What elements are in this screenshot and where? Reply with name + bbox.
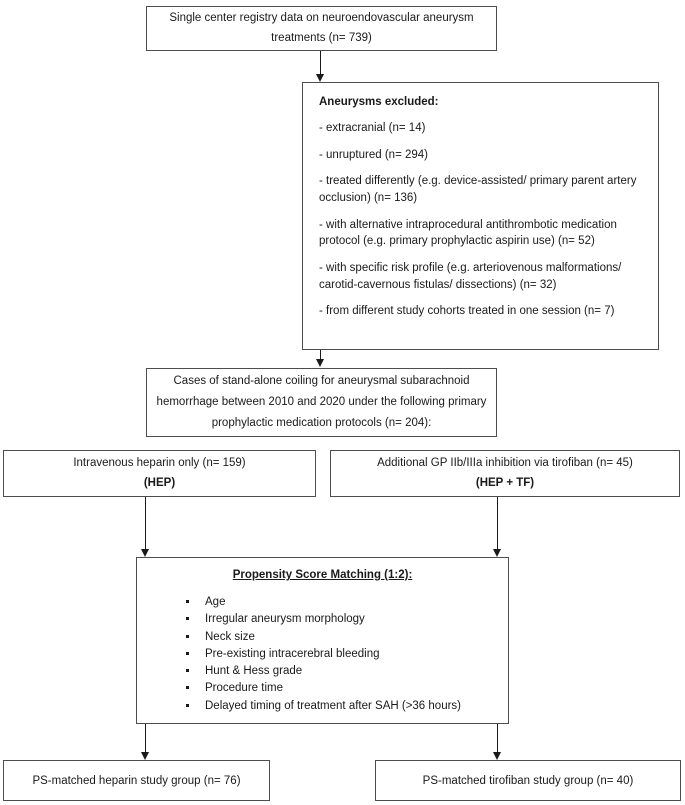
registry-text: Single center registry data on neuroendovascular aneurysm treatments (n= 739): [169, 11, 474, 44]
connector-psm-to-ps-tirofiban: [497, 724, 498, 753]
arrow-down-icon: [141, 549, 149, 557]
heparin-group-abbrev: (HEP): [143, 476, 176, 489]
arrow-down-icon: [141, 752, 149, 760]
psm-item: ▪ Irregular aneurysm morphology: [199, 611, 498, 628]
propensity-matching-list: [199, 594, 498, 715]
cohort-box: [146, 368, 497, 437]
connector-heptf-to-psm: [497, 497, 498, 550]
connector-psm-to-ps-heparin: [145, 724, 146, 753]
excluded-item: - from different study cohorts treated in one session (n= 7): [319, 305, 615, 318]
excluded-item: - with alternative intraprocedural antithrombotic medication protocol (e.g. primary prophylactic aspirin use) (n= 52): [319, 218, 617, 248]
excluded-item: - unruptured (n= 294): [319, 148, 428, 161]
ps-matched-tirofiban-text: PS-matched tirofiban study group (n= 40): [422, 774, 634, 787]
excluded-item: - extracranial (n= 14): [319, 122, 426, 134]
connector-hep-to-psm: [145, 497, 146, 550]
excluded-title: Aneurysms excluded:: [319, 96, 439, 108]
psm-item: ▪ Pre-existing intracerebral bleeding: [199, 646, 498, 663]
psm-item: ▪ Hunt & Hess grade: [199, 663, 498, 680]
arrow-down-icon: [316, 74, 324, 82]
tirofiban-group-abbrev: (HEP + TF): [475, 476, 535, 489]
arrow-down-icon: [493, 549, 501, 557]
propensity-matching-box: [136, 557, 509, 724]
excluded-box: [302, 82, 659, 350]
propensity-matching-title: Propensity Score Matching (1:2):: [232, 569, 413, 581]
connector-registry-to-excluded: [320, 51, 321, 75]
arrow-down-icon: [316, 359, 324, 367]
ps-matched-heparin-box: [3, 760, 270, 801]
heparin-group-box: [3, 450, 316, 497]
excluded-item: - with specific risk profile (e.g. arteriovenous malformations/ carotid-cavernous fistulas/ dissections) (n= 32): [319, 262, 622, 291]
heparin-group-text: Intravenous heparin only (n= 159): [73, 456, 246, 469]
cohort-text: Cases of stand-alone coiling for aneurysmal subarachnoid hemorrhage between 2010 and 2020 under the following primary prophylactic medication protocols (n= 204):: [156, 375, 487, 429]
tirofiban-group-text: Additional GP IIb/IIIa inhibition via tirofiban (n= 45): [377, 456, 633, 469]
registry-box: [146, 6, 497, 51]
ps-matched-heparin-text: PS-matched heparin study group (n= 76): [32, 774, 241, 787]
psm-item: ▪ Delayed timing of treatment after SAH (>36 hours): [199, 698, 498, 715]
excluded-item: - treated differently (e.g. device-assisted/ primary parent artery occlusion) (n= 136): [319, 175, 637, 205]
psm-item: ▪ Neck size: [199, 629, 498, 646]
psm-item: ▪ Procedure time: [199, 680, 498, 697]
psm-item: ▪ Age: [199, 594, 498, 611]
arrow-down-icon: [493, 752, 501, 760]
ps-matched-tirofiban-box: [375, 760, 681, 801]
tirofiban-group-box: [330, 450, 680, 497]
